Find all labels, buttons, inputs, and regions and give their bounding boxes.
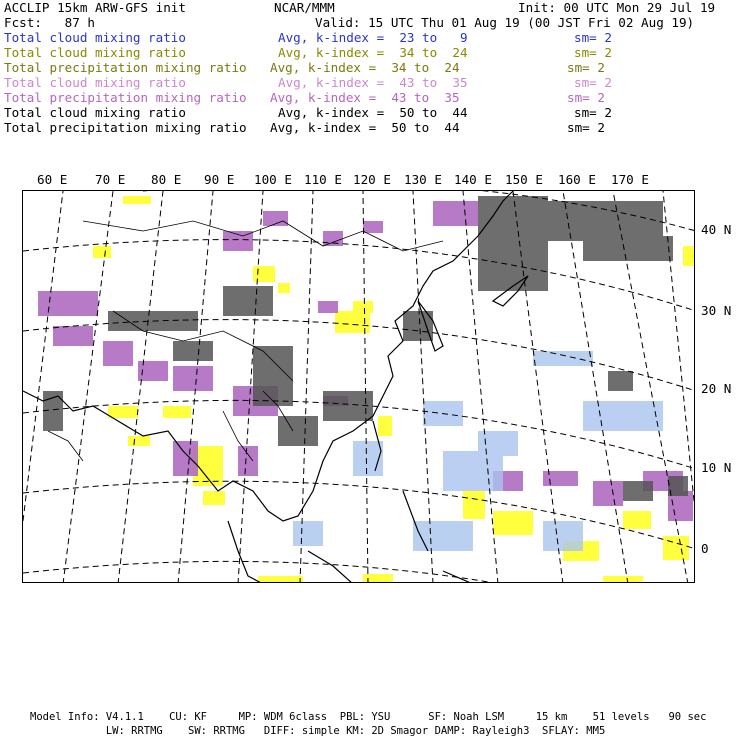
field-6-sm: sm= 2 xyxy=(574,105,612,120)
lon-label: 170 E xyxy=(611,172,649,187)
field-4-sm: sm= 2 xyxy=(574,75,612,90)
lon-label: 90 E xyxy=(204,172,235,187)
field-3-name: Total precipitation mixing ratio xyxy=(4,60,247,75)
field-5-name: Total precipitation mixing ratio xyxy=(4,90,247,105)
organization-label: NCAR/MMM xyxy=(274,0,335,15)
valid-time: Valid: 15 UTC Thu 01 Aug 19 (00 JST Fri 02 Aug 19) xyxy=(315,15,695,30)
map-panel xyxy=(22,190,695,583)
lon-label: 80 E xyxy=(151,172,182,187)
map-title: ACCLIP 15km ARW-GFS init xyxy=(4,0,186,15)
lon-label: 120 E xyxy=(353,172,391,187)
blue-low-cloud-field xyxy=(293,351,663,551)
field-4-avg: Avg, k-index = 43 to 35 xyxy=(278,75,468,90)
field-2-name: Total cloud mixing ratio xyxy=(4,45,186,60)
init-time: Init: 00 UTC Mon 29 Jul 19 xyxy=(518,0,716,15)
lon-label: 130 E xyxy=(404,172,442,187)
lat-label: 10 N xyxy=(701,460,732,475)
field-1-avg: Avg, k-index = 23 to 9 xyxy=(278,30,468,45)
lon-label: 160 E xyxy=(558,172,596,187)
field-2-sm: sm= 2 xyxy=(574,45,612,60)
lat-label: 20 N xyxy=(701,381,732,396)
field-1-name: Total cloud mixing ratio xyxy=(4,30,186,45)
lat-label: 40 N xyxy=(701,222,732,237)
model-info-line2: LW: RRTMG SW: RRTMG DIFF: simple KM: 2D Smagor DAMP: Rayleigh3 SFLAY: MM5 xyxy=(30,725,606,737)
field-4-name: Total cloud mixing ratio xyxy=(4,75,186,90)
lon-label: 70 E xyxy=(95,172,126,187)
field-7-name: Total precipitation mixing ratio xyxy=(4,120,247,135)
forecast-hour: Fcst: 87 h xyxy=(4,15,95,30)
lon-label: 60 E xyxy=(37,172,68,187)
field-5-sm: sm= 2 xyxy=(567,90,605,105)
field-7-avg: Avg, k-index = 50 to 44 xyxy=(270,120,460,135)
lon-label: 150 E xyxy=(505,172,543,187)
lon-label: 100 E xyxy=(254,172,292,187)
field-5-avg: Avg, k-index = 43 to 35 xyxy=(270,90,460,105)
field-3-avg: Avg, k-index = 34 to 24 xyxy=(270,60,460,75)
field-6-name: Total cloud mixing ratio xyxy=(4,105,186,120)
lon-label: 110 E xyxy=(304,172,342,187)
field-1-sm: sm= 2 xyxy=(574,30,612,45)
field-7-sm: sm= 2 xyxy=(567,120,605,135)
model-info-line1: Model Info: V4.1.1 CU: KF MP: WDM 6class PBL: YSU SF: Noah LSM 15 km 51 levels 90 sec xyxy=(30,711,707,723)
map-canvas xyxy=(23,191,695,583)
field-3-sm: sm= 2 xyxy=(567,60,605,75)
lat-label: 30 N xyxy=(701,303,732,318)
lon-label: 140 E xyxy=(454,172,492,187)
field-6-avg: Avg, k-index = 50 to 44 xyxy=(278,105,468,120)
field-2-avg: Avg, k-index = 34 to 24 xyxy=(278,45,468,60)
lat-label: 0 xyxy=(701,541,709,556)
